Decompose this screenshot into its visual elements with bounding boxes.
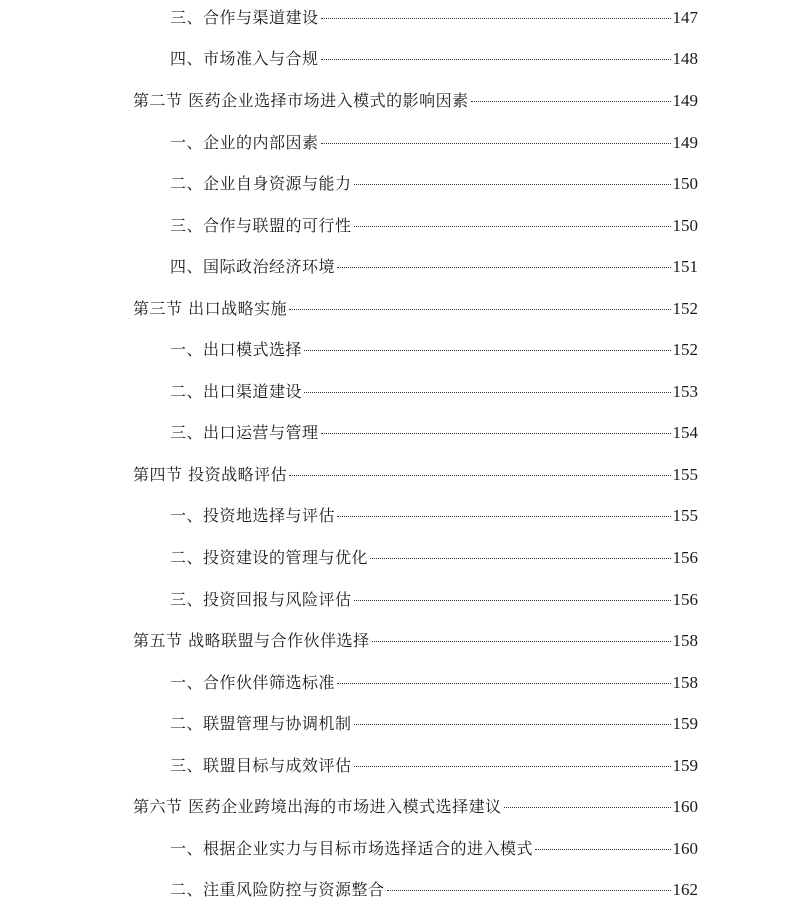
toc-page-number: 149 [672, 133, 698, 152]
toc-entry-label: 三、合作与渠道建设 [170, 8, 319, 27]
toc-entry[interactable] [170, 133, 698, 153]
toc-entry[interactable] [170, 506, 698, 526]
toc-entry-label: 二、注重风险防控与资源整合 [170, 880, 385, 899]
toc-page-number: 156 [672, 590, 698, 609]
toc-entry-label: 第四节 投资战略评估 [133, 465, 288, 484]
toc-entry-label: 四、市场准入与合规 [170, 49, 319, 68]
dot-leader [354, 226, 671, 227]
toc-entry-label: 一、出口模式选择 [170, 340, 303, 359]
toc-entry-label: 第六节 医药企业跨境出海的市场进入模式选择建议 [133, 797, 502, 816]
toc-page-number: 152 [672, 340, 698, 359]
toc-entry-label: 二、企业自身资源与能力 [170, 174, 352, 193]
toc-section-entry[interactable] [133, 465, 698, 485]
toc-entry-label: 二、投资建设的管理与优化 [170, 548, 369, 567]
dot-leader [321, 433, 671, 434]
toc-page-number: 162 [672, 880, 698, 899]
dot-leader [321, 18, 671, 19]
toc-page-number: 159 [672, 756, 698, 775]
dot-leader [354, 600, 671, 601]
dot-leader [289, 475, 670, 476]
dot-leader [535, 849, 670, 850]
toc-entry-label: 第二节 医药企业选择市场进入模式的影响因素 [133, 91, 469, 110]
toc-page-number: 153 [672, 382, 698, 401]
toc-entry-label: 一、合作伙伴筛选标准 [170, 673, 336, 692]
toc-page-number: 150 [672, 216, 698, 235]
toc-entry-label: 一、投资地选择与评估 [170, 506, 336, 525]
toc-section-entry[interactable] [133, 91, 698, 111]
toc-entry[interactable] [170, 174, 698, 194]
dot-leader [354, 184, 671, 185]
toc-entry-label: 三、投资回报与风险评估 [170, 590, 352, 609]
toc-entry[interactable] [170, 548, 698, 568]
toc-entry-label: 二、出口渠道建设 [170, 382, 303, 401]
toc-entry-label: 三、出口运营与管理 [170, 423, 319, 442]
toc-page-number: 151 [672, 257, 698, 276]
toc-entry[interactable] [170, 340, 698, 360]
toc-page-number: 149 [672, 91, 698, 110]
toc-entry-label: 一、企业的内部因素 [170, 133, 319, 152]
toc-entry-label: 二、联盟管理与协调机制 [170, 714, 352, 733]
toc-entry-label: 第五节 战略联盟与合作伙伴选择 [133, 631, 370, 650]
toc-entry[interactable] [170, 216, 698, 236]
toc-page-number: 160 [672, 839, 698, 858]
toc-section-entry[interactable] [133, 299, 698, 319]
dot-leader [337, 516, 670, 517]
dot-leader [321, 143, 671, 144]
dot-leader [370, 558, 670, 559]
toc-entry[interactable] [170, 257, 698, 277]
toc-page-number: 158 [672, 673, 698, 692]
toc-page-number: 155 [672, 465, 698, 484]
toc-entry[interactable] [170, 673, 698, 693]
toc-page-number: 158 [672, 631, 698, 650]
toc-page-number: 154 [672, 423, 698, 442]
dot-leader [289, 309, 670, 310]
dot-leader [354, 766, 671, 767]
toc-entry[interactable] [170, 880, 698, 900]
toc-page-number: 148 [672, 49, 698, 68]
toc-entry-label: 三、合作与联盟的可行性 [170, 216, 352, 235]
toc-entry[interactable] [170, 756, 698, 776]
toc-page-number: 147 [672, 8, 698, 27]
toc-entry[interactable] [170, 382, 698, 402]
dot-leader [304, 392, 670, 393]
toc-page-number: 150 [672, 174, 698, 193]
toc-page-number: 152 [672, 299, 698, 318]
toc-entry[interactable] [170, 8, 698, 28]
toc-entry[interactable] [170, 49, 698, 69]
dot-leader [337, 683, 670, 684]
toc-section-entry[interactable] [133, 797, 698, 817]
toc-entry[interactable] [170, 839, 698, 859]
dot-leader [337, 267, 670, 268]
dot-leader [471, 101, 671, 102]
dot-leader [504, 807, 671, 808]
toc-page-number: 155 [672, 506, 698, 525]
toc-page-number: 159 [672, 714, 698, 733]
dot-leader [354, 724, 671, 725]
dot-leader [321, 59, 671, 60]
toc-entry-label: 四、国际政治经济环境 [170, 257, 336, 276]
toc-entry-label: 一、根据企业实力与目标市场选择适合的进入模式 [170, 839, 534, 858]
toc-section-entry[interactable] [133, 631, 698, 651]
toc-page-number: 156 [672, 548, 698, 567]
dot-leader [372, 641, 671, 642]
toc-page-number: 160 [672, 797, 698, 816]
toc-entry[interactable] [170, 423, 698, 443]
toc-entry[interactable] [170, 714, 698, 734]
dot-leader [304, 350, 670, 351]
toc-entry-label: 三、联盟目标与成效评估 [170, 756, 352, 775]
dot-leader [387, 890, 671, 891]
toc-entry[interactable] [170, 590, 698, 610]
toc-entry-label: 第三节 出口战略实施 [133, 299, 288, 318]
